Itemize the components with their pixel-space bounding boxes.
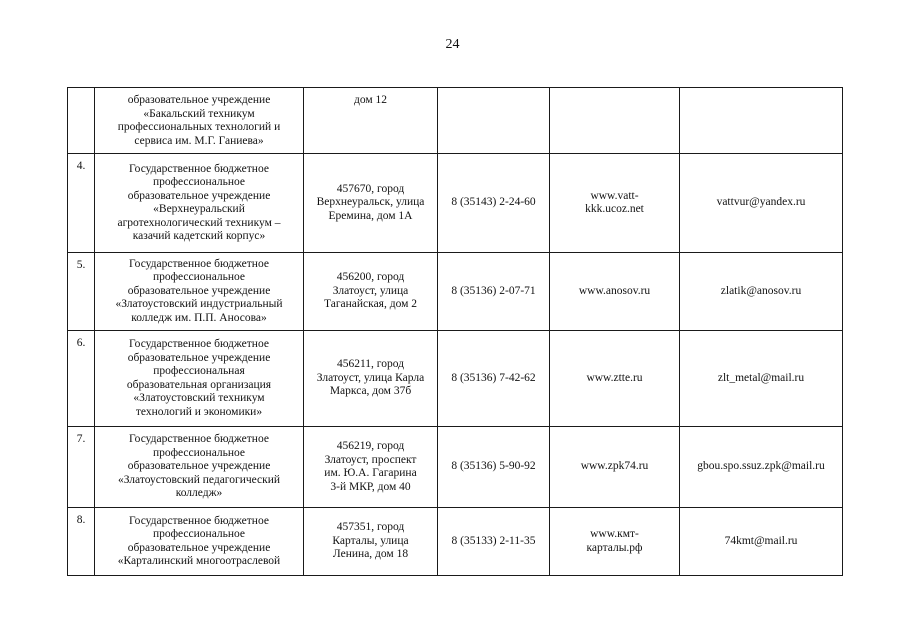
- row-number: 4.: [68, 154, 95, 253]
- institution-website: www.кмт- карталы.рф: [550, 508, 680, 576]
- institution-phone: 8 (35136) 7-42-62: [438, 331, 550, 427]
- institution-address: 456200, город Златоуст, улица Таганайская, дом 2: [304, 253, 438, 331]
- row-number: 6.: [68, 331, 95, 427]
- institution-phone: [438, 88, 550, 154]
- table-row: [68, 508, 843, 576]
- institution-address: 457351, город Карталы, улица Ленина, дом 18: [304, 508, 438, 576]
- institution-address: 456211, город Златоуст, улица Карла Маркса, дом 37б: [304, 331, 438, 427]
- institution-name: Государственное бюджетное профессиональное образовательное учреждение «Верхнеуральский агротехнологический техникум – казачий кадетский корпус»: [95, 154, 304, 253]
- institution-email: 74kmt@mail.ru: [680, 508, 843, 576]
- table-row: [68, 427, 843, 508]
- institution-website: www.anosov.ru: [550, 253, 680, 331]
- institution-website: www.vatt- kkk.ucoz.net: [550, 154, 680, 253]
- row-number: 7.: [68, 427, 95, 508]
- institution-website: www.ztte.ru: [550, 331, 680, 427]
- institution-address: 456219, город Златоуст, проспект им. Ю.А. Гагарина 3-й МКР, дом 40: [304, 427, 438, 508]
- institution-email: [680, 88, 843, 154]
- institution-name: Государственное бюджетное образовательное учреждение профессиональная образовательная организация «Златоустовский техникум технологий и экономики»: [95, 331, 304, 427]
- institution-name: образовательное учреждение «Бакальский техникум профессиональных технологий и сервиса им. М.Г. Ганиева»: [95, 88, 304, 154]
- table-row: [68, 88, 843, 154]
- institution-email: vattvur@yandex.ru: [680, 154, 843, 253]
- row-number: 8.: [68, 508, 95, 576]
- institution-email: zlt_metal@mail.ru: [680, 331, 843, 427]
- institution-phone: 8 (35133) 2-11-35: [438, 508, 550, 576]
- page-number: 24: [445, 37, 460, 52]
- institution-address: 457670, город Верхнеуральск, улица Еремина, дом 1А: [304, 154, 438, 253]
- row-number: 5.: [68, 253, 95, 331]
- institution-name: Государственное бюджетное профессиональное образовательное учреждение «Карталинский многоотраслевой: [95, 508, 304, 576]
- institution-address: дом 12: [304, 88, 438, 154]
- institution-email: gbou.spo.ssuz.zpk@mail.ru: [680, 427, 843, 508]
- institution-phone: 8 (35136) 5-90-92: [438, 427, 550, 508]
- institution-name: Государственное бюджетное профессиональное образовательное учреждение «Златоустовский педагогический колледж»: [95, 427, 304, 508]
- institution-website: [550, 88, 680, 154]
- table-row: [68, 253, 843, 331]
- row-number: [68, 88, 95, 154]
- institutions-table: [67, 87, 843, 576]
- institution-name: Государственное бюджетное профессиональное образовательное учреждение «Златоустовский индустриальный колледж им. П.П. Аносова»: [95, 253, 304, 331]
- institution-phone: 8 (35143) 2-24-60: [438, 154, 550, 253]
- table-row: [68, 154, 843, 253]
- table-row: [68, 331, 843, 427]
- institution-email: zlatik@anosov.ru: [680, 253, 843, 331]
- institution-website: www.zpk74.ru: [550, 427, 680, 508]
- institution-phone: 8 (35136) 2-07-71: [438, 253, 550, 331]
